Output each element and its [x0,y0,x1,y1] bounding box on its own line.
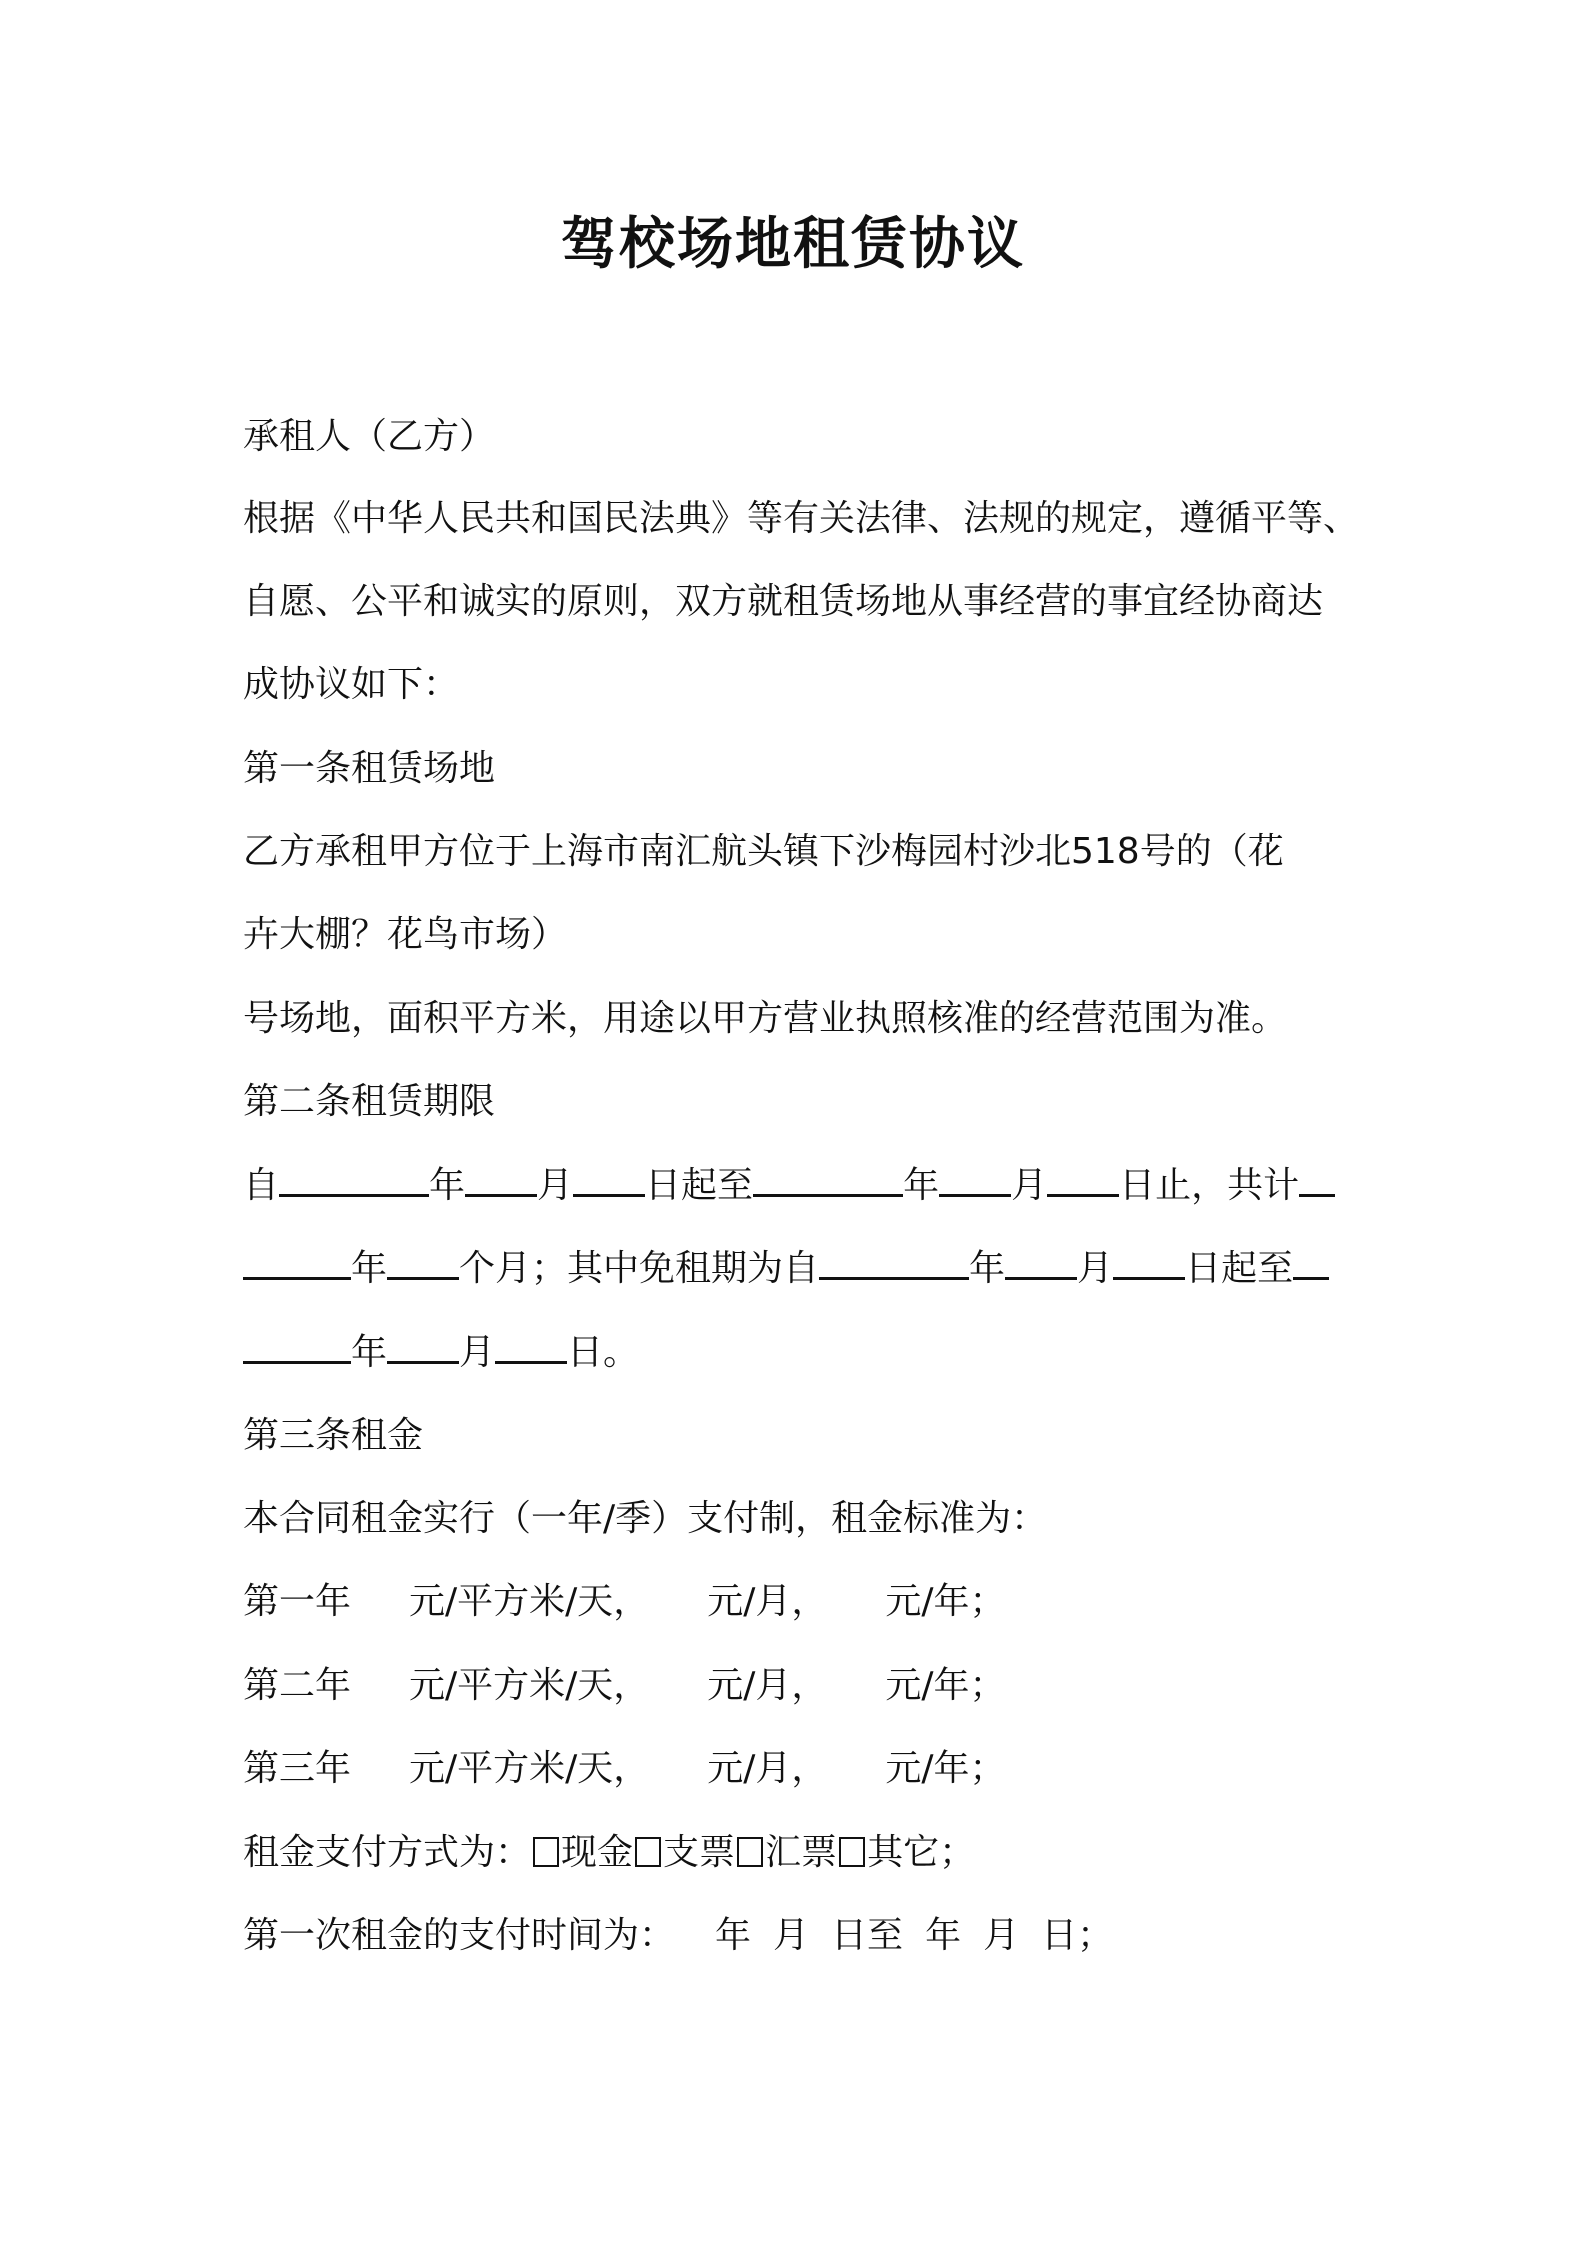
blank-year-end[interactable] [753,1160,903,1197]
blank-month-start[interactable] [465,1160,537,1197]
term-text: 月 [459,1332,496,1373]
rent-monthly: 元/月， [707,1748,828,1789]
blank-free-month-end[interactable] [387,1327,459,1364]
date-part: 月 [983,1915,1020,1956]
rent-daily: 元/平方米/天， [409,1748,650,1789]
term-text: 月 [1011,1165,1048,1206]
article-1-heading: 第一条租赁场地 [243,748,496,789]
term-text: 年 [351,1332,388,1373]
date-part: 年 [715,1915,752,1956]
year-label: 第一年 [243,1581,352,1622]
rent-yearly: 元/年； [885,1581,1006,1622]
blank-total-years[interactable] [243,1243,351,1280]
lessee-line: 承租人（乙方） [243,416,496,457]
term-text: 月 [537,1165,574,1206]
checkbox-cash[interactable] [533,1837,559,1867]
rent-daily: 元/平方米/天， [409,1665,650,1706]
option-draft: 汇票 [765,1832,838,1873]
first-payment-line [243,1911,1113,1961]
blank-free-day-end[interactable] [495,1327,567,1364]
option-check: 支票 [663,1832,736,1873]
intro-line-2: 自愿、公平和诚实的原则，双方就租赁场地从事经营的事宜经协商达 [243,581,1324,622]
rent-daily: 元/平方米/天， [409,1581,650,1622]
article-2-heading: 第二条租赁期限 [243,1081,496,1122]
date-part: 年 [925,1915,962,1956]
option-other: 其它； [867,1832,976,1873]
rent-monthly: 元/月， [707,1581,828,1622]
article-1-line-2: 卉大棚？花鸟市场） [243,914,568,955]
blank-free-year-start[interactable] [819,1243,969,1280]
blank-day-start[interactable] [573,1160,645,1197]
blank-free-day-start[interactable] [1113,1243,1185,1280]
term-line-3 [243,1327,639,1378]
blank-total-months[interactable] [387,1243,459,1280]
rent-yearly: 元/年； [885,1748,1006,1789]
date-part: 日； [1041,1915,1114,1956]
term-text: 日。 [567,1332,640,1373]
blank-month-end[interactable] [939,1160,1011,1197]
term-line-2 [243,1243,1329,1294]
term-text: 日止，共计 [1119,1165,1300,1206]
year-label: 第三年 [243,1748,352,1789]
article-1-line-3: 号场地，面积平方米，用途以甲方营业执照核准的经营范围为准。 [243,998,1288,1039]
document-title: 驾校场地租赁协议 [561,212,1025,277]
term-text: 月 [1077,1248,1114,1289]
rent-year-row [243,1661,1006,1711]
blank-total-years-start[interactable] [1299,1160,1335,1197]
blank-year-start[interactable] [279,1160,429,1197]
year-label: 第二年 [243,1665,352,1706]
article-3-heading: 第三条租金 [243,1415,424,1456]
blank-free-year-end-start[interactable] [1293,1243,1329,1280]
rent-year-row [243,1744,1006,1794]
term-text: 个月；其中免租期为自 [459,1248,820,1289]
intro-line-1: 根据《中华人民共和国民法典》等有关法律、法规的规定，遵循平等、 [243,498,1360,539]
blank-free-year-end[interactable] [243,1327,351,1364]
payment-method-label: 租金支付方式为： [243,1832,532,1873]
term-line-1 [243,1160,1335,1211]
rent-yearly: 元/年； [885,1665,1006,1706]
term-text: 自 [243,1165,280,1206]
term-text: 年 [351,1248,388,1289]
date-part: 月 [773,1915,810,1956]
term-text: 年 [903,1165,940,1206]
checkbox-draft[interactable] [737,1837,763,1867]
term-text: 年 [429,1165,466,1206]
option-cash: 现金 [561,1832,634,1873]
checkbox-check[interactable] [635,1837,661,1867]
intro-line-3: 成协议如下： [243,664,460,705]
rent-monthly: 元/月， [707,1665,828,1706]
first-payment-label: 第一次租金的支付时间为： [243,1915,676,1956]
blank-free-month-start[interactable] [1005,1243,1077,1280]
rent-system-line: 本合同租金实行（一年/季）支付制，租金标准为： [243,1498,1048,1539]
blank-day-end[interactable] [1047,1160,1119,1197]
term-text: 日起至 [645,1165,754,1206]
rent-year-row [243,1577,1006,1627]
date-part: 日至 [831,1915,904,1956]
payment-method-line [243,1828,975,1878]
article-1-line-1: 乙方承租甲方位于上海市南汇航头镇下沙梅园村沙北518号的（花 [243,831,1284,872]
term-text: 年 [969,1248,1006,1289]
term-text: 日起至 [1185,1248,1294,1289]
checkbox-other[interactable] [839,1837,865,1867]
